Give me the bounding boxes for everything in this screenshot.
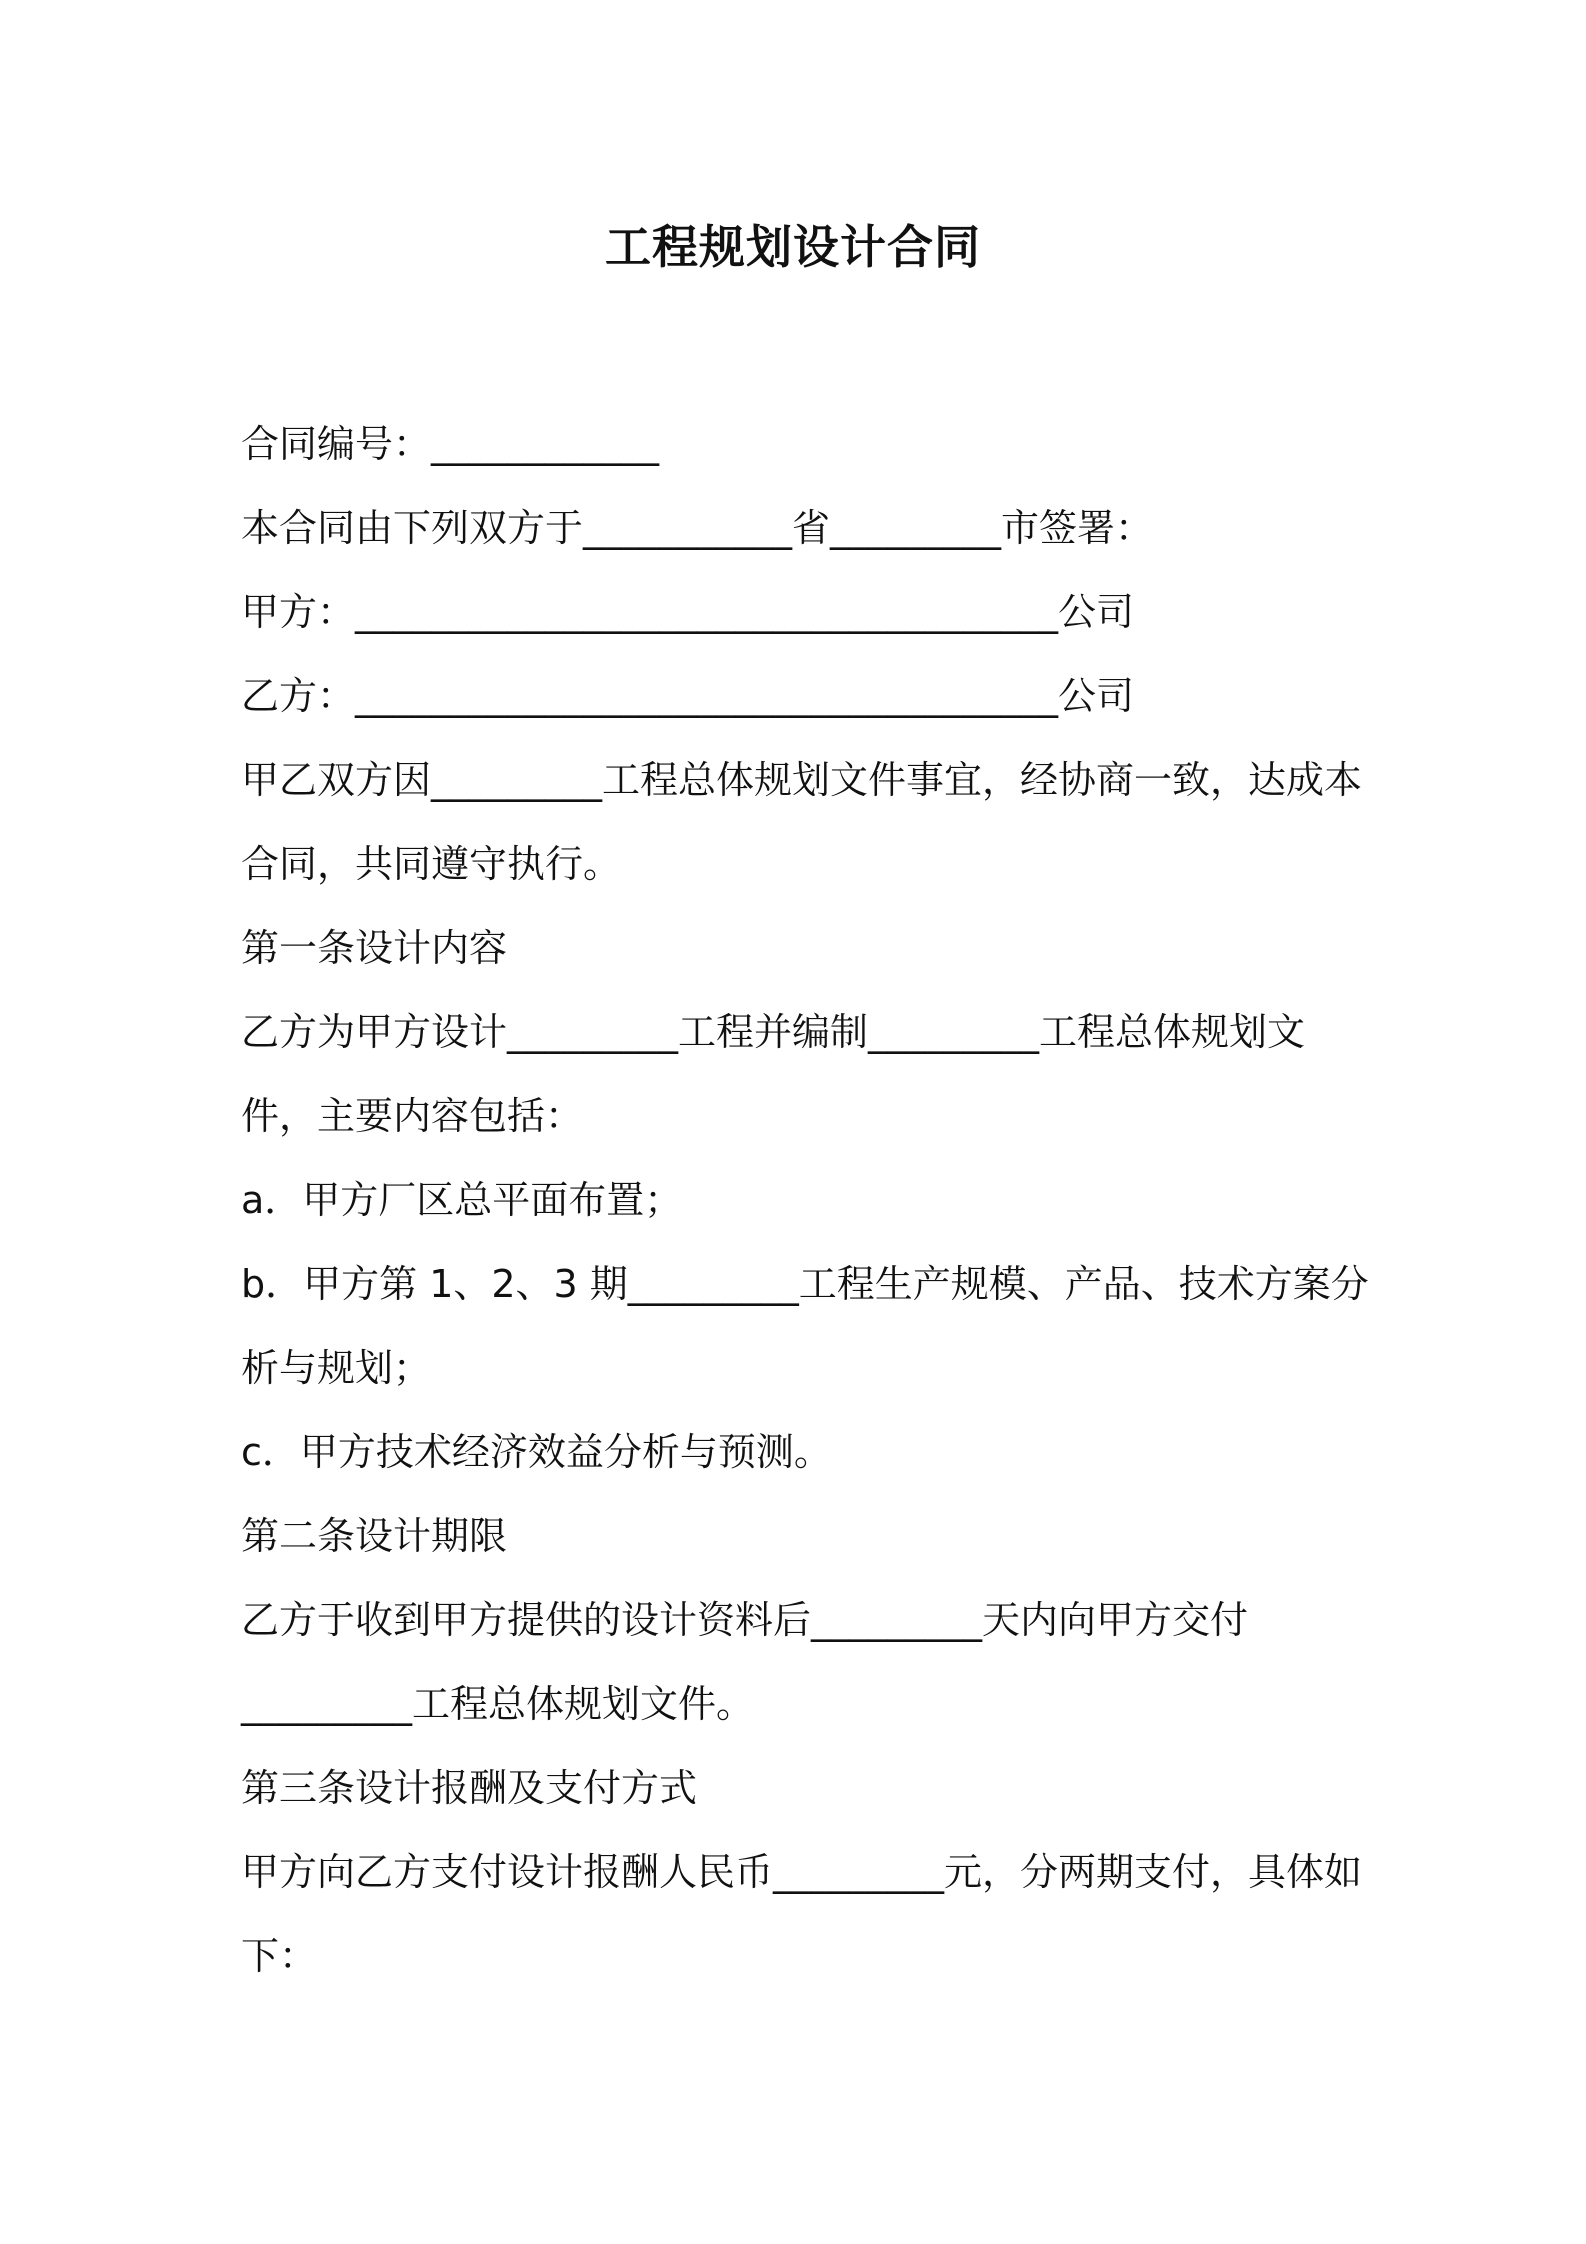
article-2-heading: 第二条设计期限	[241, 1514, 508, 1558]
document-title: 工程规划设计合同	[605, 220, 981, 274]
article-1-text-line-2: 件，主要内容包括：	[241, 1094, 584, 1138]
article-3-heading: 第三条设计报酬及支付方式	[241, 1766, 698, 1810]
article-1-item-b-line-1: b．甲方第 1、2、3 期_________工程生产规模、产品、技术方案分	[241, 1262, 1369, 1306]
signing-location-line: 本合同由下列双方于___________省_________市签署：	[241, 506, 1154, 550]
article-1-heading: 第一条设计内容	[241, 926, 508, 970]
preamble-line-1: 甲乙双方因_________工程总体规划文件事宜，经协商一致，达成本	[241, 758, 1363, 802]
preamble-line-2: 合同，共同遵守执行。	[241, 842, 622, 886]
article-2-text-line-1: 乙方于收到甲方提供的设计资料后_________天内向甲方交付	[241, 1598, 1249, 1642]
article-1-item-a: a．甲方厂区总平面布置；	[241, 1178, 683, 1222]
article-1-text-line-1: 乙方为甲方设计_________工程并编制_________工程总体规划文	[241, 1010, 1306, 1054]
article-3-text-line-1: 甲方向乙方支付设计报酬人民币_________元，分两期支付，具体如	[241, 1850, 1363, 1894]
article-2-text-line-2: _________工程总体规划文件。	[241, 1682, 755, 1726]
article-3-text-line-2: 下：	[241, 1934, 318, 1978]
party-b-line: 乙方：_____________________________________公司	[241, 674, 1135, 718]
contract-number-line: 合同编号：____________	[241, 422, 660, 466]
document-body	[241, 402, 1369, 1998]
article-1-item-b-line-2: 析与规划；	[241, 1346, 432, 1390]
party-a-line: 甲方：_____________________________________公司	[241, 590, 1135, 634]
article-1-item-c: c．甲方技术经济效益分析与预测。	[241, 1430, 832, 1474]
